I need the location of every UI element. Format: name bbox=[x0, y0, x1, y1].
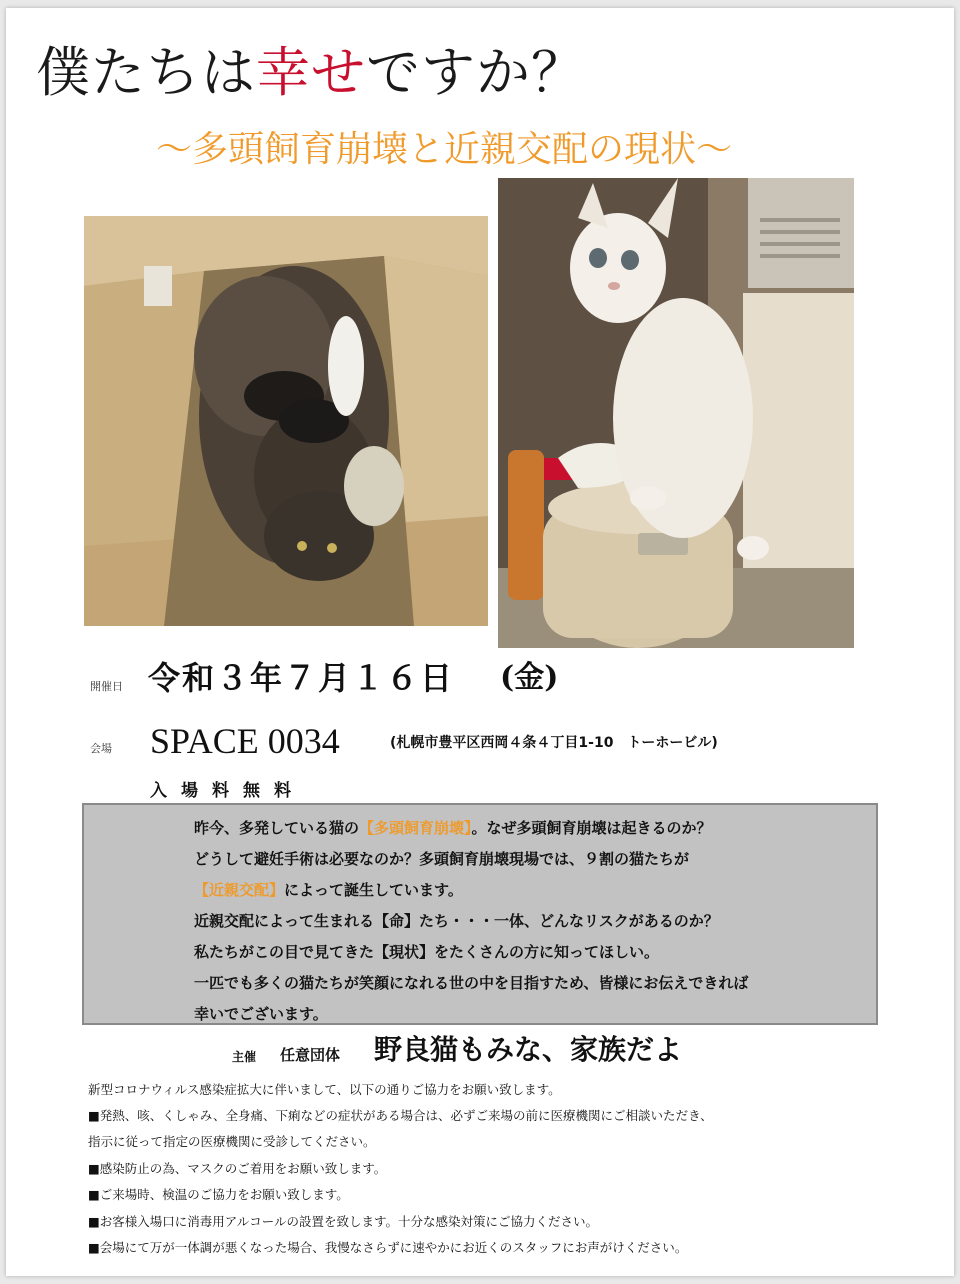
info-line: 幸いでございます。 bbox=[194, 1005, 328, 1023]
title-part-1: 僕たちは bbox=[36, 41, 256, 104]
venue-name: SPACE 0034 bbox=[150, 721, 340, 761]
info-line: 近親交配によって生まれる【命】たち・・・一体、どんなリスクがあるのか？ bbox=[194, 912, 719, 930]
info-line bbox=[194, 879, 463, 900]
cats-in-box-photo bbox=[84, 216, 488, 626]
page-title bbox=[36, 38, 586, 108]
organizer-type: 任意団体 bbox=[280, 1046, 341, 1064]
info-line: 私たちがこの目で見てきた【現状】をたくさんの方に知ってほしい。 bbox=[194, 943, 660, 961]
info-text: によって誕生しています。 bbox=[284, 881, 463, 899]
venue-label: 会場 bbox=[90, 742, 112, 755]
info-line: 一匹でも多くの猫たちが笑顔になれる世の中を目指すため、皆様にお伝えできれば bbox=[194, 974, 749, 992]
notice-line: 新型コロナウィルス感染症拡大に伴いまして、以下の通りご協力をお願い致します。 bbox=[88, 1082, 561, 1097]
organizer-label: 主催 bbox=[232, 1050, 257, 1064]
notice-line: ■会場にて万が一体調が悪くなった場合、我慢なさらずに速やかにお近くのスタッフにお声がけください。 bbox=[88, 1240, 688, 1255]
page-subtitle: 〜多頭飼育崩壊と近親交配の現状〜 bbox=[156, 129, 733, 170]
notice-line: ■感染防止の為、マスクのご着用をお願い致します。 bbox=[88, 1161, 387, 1176]
info-text: 。なぜ多頭飼育崩壊は起きるのか？ bbox=[471, 819, 712, 837]
info-highlight: 【近親交配】 bbox=[194, 881, 285, 899]
info-highlight: 【多頭飼育崩壊】 bbox=[359, 819, 472, 837]
venue-address: (札幌市豊平区西岡４条４丁目1-10 トーホービル) bbox=[390, 735, 718, 751]
info-box bbox=[82, 803, 878, 1025]
event-weekday: (金) bbox=[500, 660, 559, 695]
notice-line: 指示に従って指定の医療機関に受診してください。 bbox=[88, 1134, 376, 1149]
notice-line: ■発熱、咳、くしゃみ、全身痛、下痢などの症状がある場合は、必ずご来場の前に医療機関にご相談いただき、 bbox=[88, 1108, 713, 1123]
event-date: 令和３年７月１６日 bbox=[148, 659, 455, 697]
title-highlight: 幸せ bbox=[256, 41, 366, 104]
notice-line: ■お客様入場口に消毒用アルコールの設置を致します。十分な感染対策にご協力ください。 bbox=[88, 1214, 599, 1229]
info-line bbox=[194, 817, 712, 838]
title-part-2: ですか？ bbox=[366, 41, 586, 104]
date-label: 開催日 bbox=[90, 680, 123, 693]
info-text: 昨今、多発している猫の bbox=[194, 819, 360, 837]
notice-line: ■ご来場時、検温のご協力をお願い致します。 bbox=[88, 1187, 349, 1202]
organizer-name: 野良猫もみな、家族だよ bbox=[374, 1033, 683, 1066]
flyer-page bbox=[6, 8, 954, 1276]
white-cat-photo bbox=[498, 178, 854, 648]
info-line: どうして避妊手術は必要なのか？多頭飼育崩壊現場では、９割の猫たちが bbox=[194, 850, 690, 868]
admission-free: 入場料無料 bbox=[150, 781, 305, 801]
